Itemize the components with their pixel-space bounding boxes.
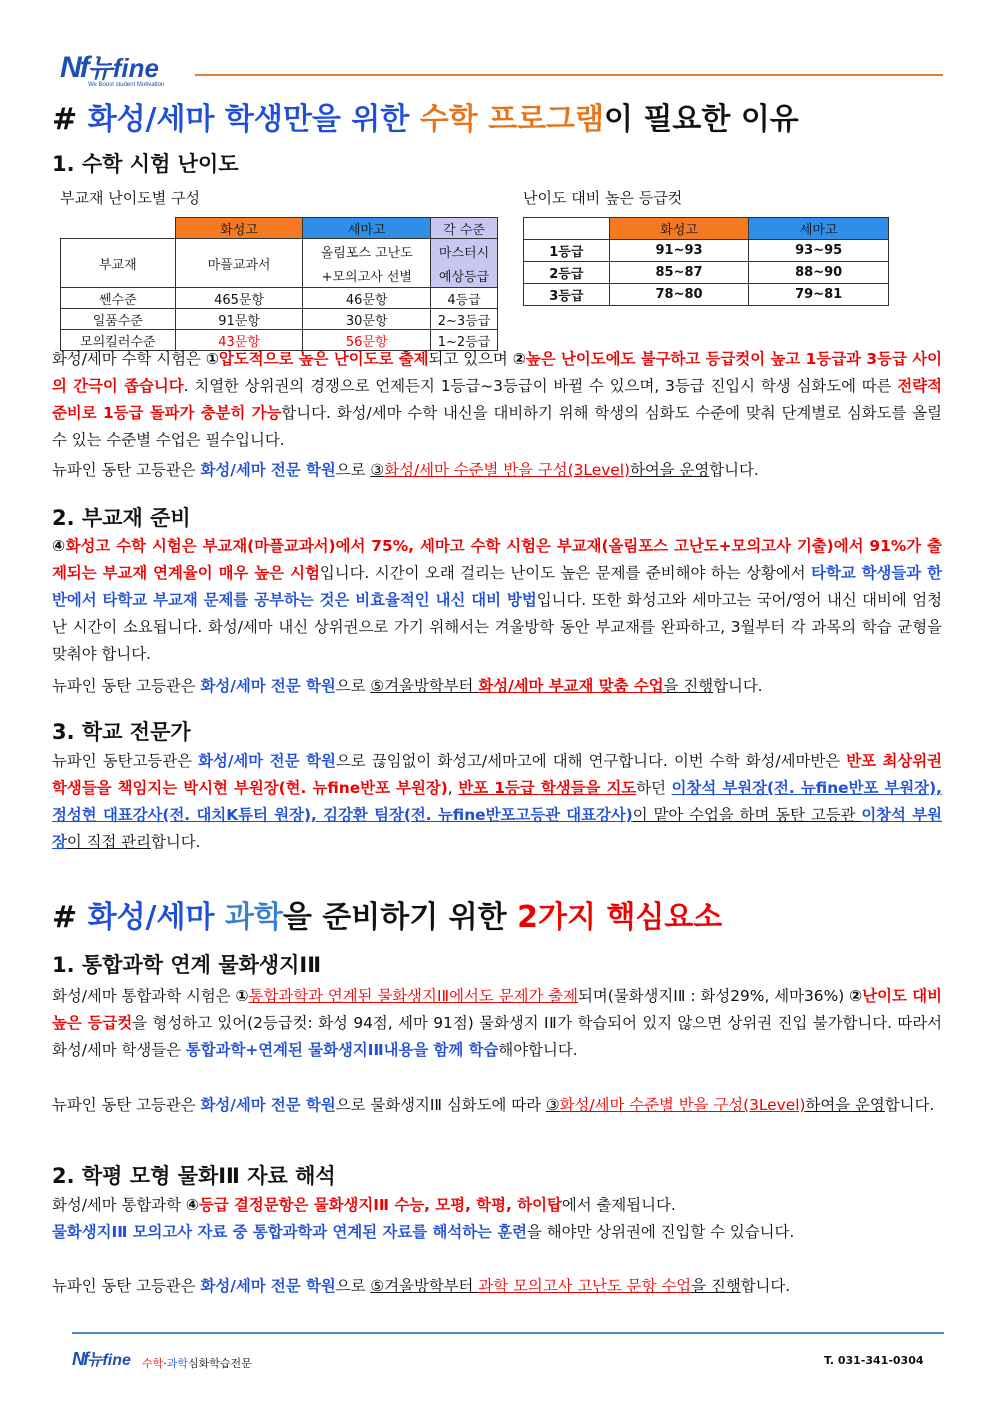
table-row: 3등급 78~80 79~81 [524,284,889,306]
t1-head-hwaseong: 화성고 [175,218,303,239]
table-row: 쎈수준 465문항 46문항 4등급 [61,288,498,309]
logo-mark: Nf [60,51,88,84]
math-level-class-paragraph: 뉴파인 동탄 고등관은 화성/세마 전문 학원으로 ③화성/세마 수준별 반을 구성(3Level)하여을 운영합니다. [52,461,759,479]
workbook-difficulty-table [60,217,498,351]
section1-heading-3: 3. 학교 전문가 [52,720,191,744]
t1-sub-level-1: 마스터시 [431,239,498,264]
logo-name: 뉴fine [87,53,159,83]
footer-slogan: 수학·과학심화학습전문 [142,1357,252,1370]
integrated-science-paragraph: 화성/세마 통합과학 시험은 ①통합과학과 연계된 물화생지ⅠⅡ에서도 문제가 출제되며(물화생지ⅠⅡ : 화성29%, 세마36%) ②난이도 대비 높은 등급컷을 형성하고 있어(2등급컷: 화성 94점, 세마 91점) 물화생지 ⅠⅡ가 학습되어 있지 않으면 상위권 진입 불가합니다. 따라서 화성/세마 학생들은 통합과학+연계된 물화생지ⅠⅡ내용을 함께 학습해야합니다. [52,987,942,1059]
table-row: 일품수준 91문항 30문항 2~3등급 [61,309,498,330]
math-difficulty-paragraph: 화성/세마 수학 시험은 ①압도적으로 높은 난이도로 출제되고 있으며 ②높은 난이도에도 불구하고 등급컷이 높고 1등급과 3등급 사이의 간극이 좁습니다. 치열한 상위권의 경쟁으로 언제든지 1등급~3등급이 바뀔 수 있으며, 3등급 진입시 학생 심화도에 따른 전략적 준비로 1등급 돌파가 충분히 가능합니다. 화성/세마 수학 내신을 대비하기 위해 학생의 심화도 수준에 맞춰 단계별로 심화도를 올릴 수 있는 수준별 수업은 필수입니다. [52,350,943,449]
table-row: 1등급 91~93 93~95 [524,240,889,262]
grade-cut-table [523,217,889,306]
t1-sub-label: 부교재 [61,239,176,288]
data-analysis-paragraph: 물화생지ⅠⅡ 모의고사 자료 중 통합과학과 연계된 자료를 해석하는 훈련을 해야만 상위권에 진입할 수 있습니다. [52,1223,795,1241]
t1-head-level: 각 수준 [431,218,498,239]
section1-title: # 화성/세마 학생만을 위한 수학 프로그램이 필요한 이유 [52,102,799,137]
workbook-paragraph: ④화성고 수학 시험은 부교재(마플교과서)에서 75%, 세마고 수학 시험은 부교재(올림포스 고난도+모의고사 기출)에서 91%가 출제되는 부교재 연계율이 매우 높은 시험입니다. 시간이 오래 걸리는 난이도 높은 문제를 준비해야 하는 상황에서 타학교 학생들과 한 반에서 타학교 부교재 문제를 공부하는 것은 비효율적인 내신 대비 방법입니다. 또한 화성고와 세마고는 국어/영어 내신 대비에 엄청난 시간이 소요됩니다. 화성/세마 내신 상위권으로 가기 위해서는 겨울방학 동안 부교재를 완파하고, 3월부터 각 과목의 학습 균형을 맞춰야 합니다. [52,537,943,663]
section1-heading-1: 1. 수학 시험 난이도 [52,152,239,176]
section2-heading-2: 2. 학평 모형 물화ⅠⅡ 자료 해석 [52,1164,336,1188]
t2-head-hwaseong: 화성고 [609,218,749,240]
logo-tagline: We Boost student Motivation [88,82,165,88]
section1-heading-2: 2. 부교재 준비 [52,506,191,530]
school-expert-paragraph: 뉴파인 동탄고등관은 화성/세마 전문 학원으로 끊임없이 화성고/세마고에 대해 연구합니다. 이번 수학 화성/세마반은 반포 최상위권 학생들을 책임지는 박시현 부원장(현. 뉴fine반포 부원장), 반포 1등급 학생들을 지도하던 이창석 부원장(전. 뉴fine반포 부원장), 정성현 대표강사(전. 대치K튜터 원장), 김강환 팀장(전. 뉴fine반포고등관 대표강사)이 맡아 수업을 하며 동탄 고등관 이창석 부원장이 직접 관리합니다. [52,752,943,851]
table1-caption: 부교재 난이도별 구성 [60,189,200,207]
t1-sub-sema-1: 올림포스 고난도 [303,239,431,264]
table-row: 2등급 85~87 88~90 [524,262,889,284]
t1-sub-hwaseong: 마플교과서 [175,239,303,288]
table-row: 모의킬러수준 43문항 56문항 1~2등급 [61,330,498,351]
t1-head-sema: 세마고 [303,218,431,239]
workbook-class-paragraph: 뉴파인 동탄 고등관은 화성/세마 전문 학원으로 ⑤겨울방학부터 화성/세마 부교재 맞춤 수업을 진행합니다. [52,677,763,695]
science-class-paragraph: 뉴파인 동탄 고등관은 화성/세마 전문 학원으로 ⑤겨울방학부터 과학 모의고사 고난도 문항 수업을 진행합니다. [52,1277,791,1295]
t1-sub-level-2: 예상등급 [431,263,498,288]
footer-divider [72,1332,944,1334]
table2-caption: 난이도 대비 높은 등급컷 [523,189,683,207]
section2-heading-1: 1. 통합과학 연계 물화생지ⅠⅡ [52,953,322,977]
t1-sub-sema-2: +모의고사 선별 [303,263,431,288]
header-divider [195,74,943,76]
science-level-class-paragraph: 뉴파인 동탄 고등관은 화성/세마 전문 학원으로 물화생지ⅠⅡ 심화도에 따라 ③화성/세마 수준별 반을 구성(3Level)하여을 운영합니다. [52,1096,935,1114]
footer-logo: Nf뉴fine [72,1349,131,1369]
section2-title: # 화성/세마 과학을 준비하기 위한 2가지 핵심요소 [52,900,723,935]
t2-head-sema: 세마고 [749,218,889,240]
footer-phone: T. 031-341-0304 [824,1354,924,1367]
mock-exam-source-paragraph: 화성/세마 통합과학 ④등급 결정문항은 물화생지ⅠⅡ 수능, 모평, 학평, 하이탑에서 출제됩니다. [52,1196,676,1214]
brand-logo [60,48,200,94]
